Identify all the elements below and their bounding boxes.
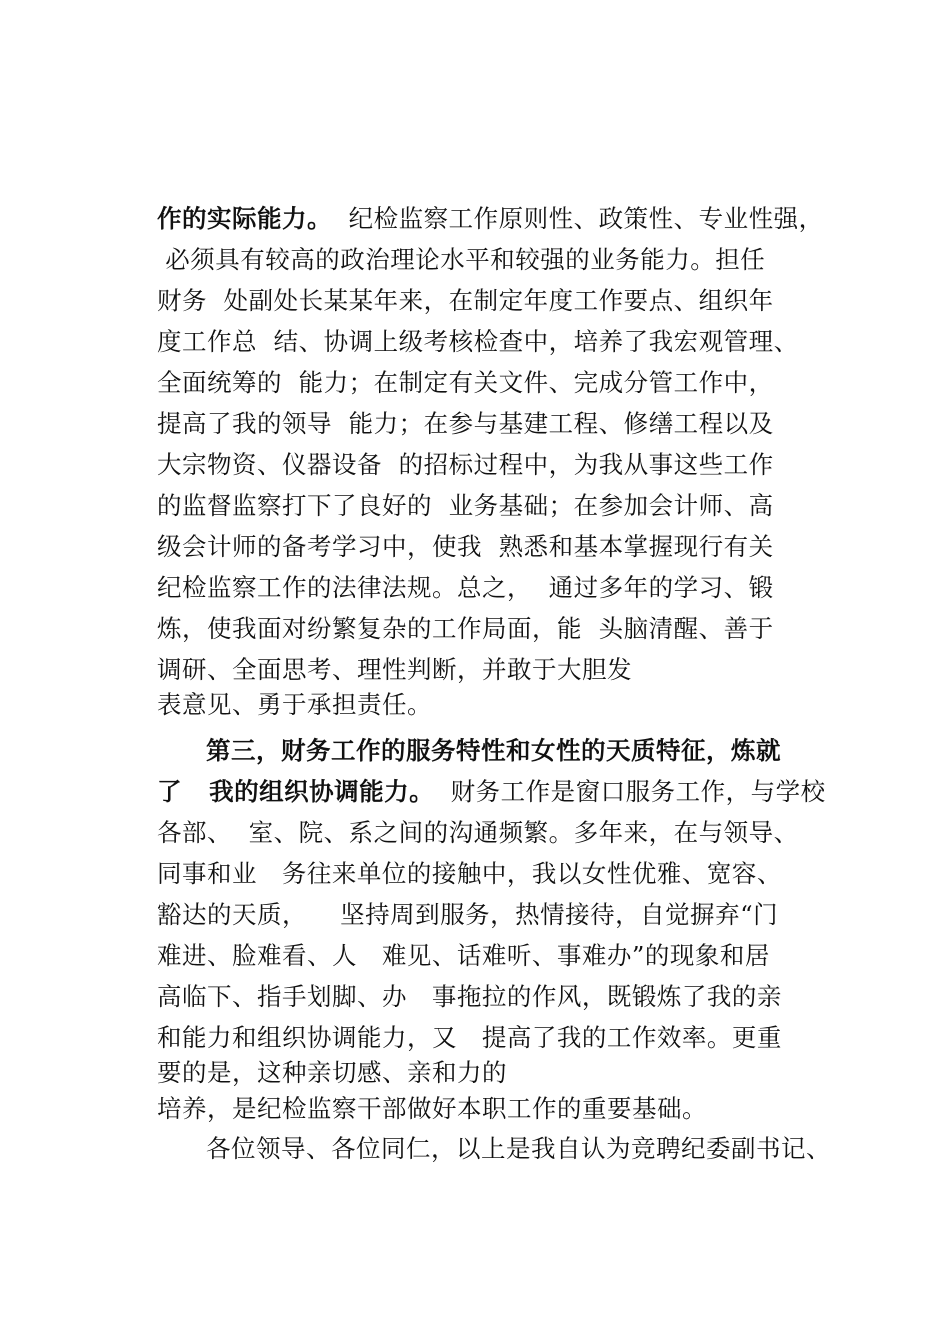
paragraph-line xyxy=(157,204,824,234)
paragraph-line: 必须具有较高的政治理论水平和较强的业务能力。担任 xyxy=(157,245,766,274)
paragraph-line: 级会计师的备考学习中，使我 熟悉和基本掌握现行有关 xyxy=(157,532,774,561)
paragraph-line: 高临下、指手划脚、办 事拖拉的作风，既锻炼了我的亲 xyxy=(157,982,782,1011)
paragraph-line: 财务 处副处长某某年来，在制定年度工作要点、组织年 xyxy=(157,286,774,315)
paragraph-line: 同事和业 务往来单位的接触中，我以女性优雅、宽容、 xyxy=(157,859,782,888)
paragraph-line: 炼，使我面对纷繁复杂的工作局面，能 头脑清醒、善于 xyxy=(157,614,774,643)
paragraph-heading: 第三，财务工作的服务特性和女性的天质特征，炼就 xyxy=(206,736,781,765)
paragraph-line: 各部、 室、院、系之间的沟通频繁。多年来，在与领导、 xyxy=(157,818,799,847)
paragraph-line: 提高了我的领导 能力；在参与基建工程、修缮工程以及 xyxy=(157,409,774,438)
paragraph-line: 各位领导、各位同仁，以上是我自认为竞聘纪委副书记、 xyxy=(206,1134,831,1163)
paragraph-line: 和能力和组织协调能力，又 提高了我的工作效率。更重 xyxy=(157,1023,782,1052)
paragraph-line: 的监督监察打下了良好的 业务基础；在参加会计师、高 xyxy=(157,491,774,520)
paragraph-heading: 了 我的组织协调能力。 xyxy=(157,777,435,806)
paragraph-line: 表意见、勇于承担责任。 xyxy=(157,690,432,719)
paragraph-text: 财务工作是窗口服务工作，与学校 xyxy=(434,777,826,806)
paragraph-line: 豁达的天质， 坚持周到服务，热情接待，自觉摒弃“门 xyxy=(157,900,779,929)
paragraph-text: 纪检监察工作原则性、政策性、专业性强， xyxy=(332,204,824,233)
paragraph-line: 调研、全面思考、理性判断，并敢于大胆发 xyxy=(157,655,632,684)
paragraph-heading: 作的实际能力。 xyxy=(157,204,332,233)
paragraph-line xyxy=(157,777,826,807)
paragraph-line: 要的是，这种亲切感、亲和力的 xyxy=(157,1058,507,1087)
paragraph-line: 全面统筹的 能力；在制定有关文件、完成分管工作中， xyxy=(157,368,774,397)
paragraph-line: 大宗物资、仪器设备 的招标过程中，为我从事这些工作 xyxy=(157,450,774,479)
paragraph-line: 度工作总 结、协调上级考核检查中，培养了我宏观管理、 xyxy=(157,327,799,356)
paragraph-line: 难进、脸难看、人 难见、话难听、事难办”的现象和居 xyxy=(157,941,770,970)
paragraph-line: 纪检监察工作的法律法规。总之， 通过多年的学习、锻 xyxy=(157,573,774,602)
paragraph-line: 培养，是纪检监察干部做好本职工作的重要基础。 xyxy=(157,1094,707,1123)
